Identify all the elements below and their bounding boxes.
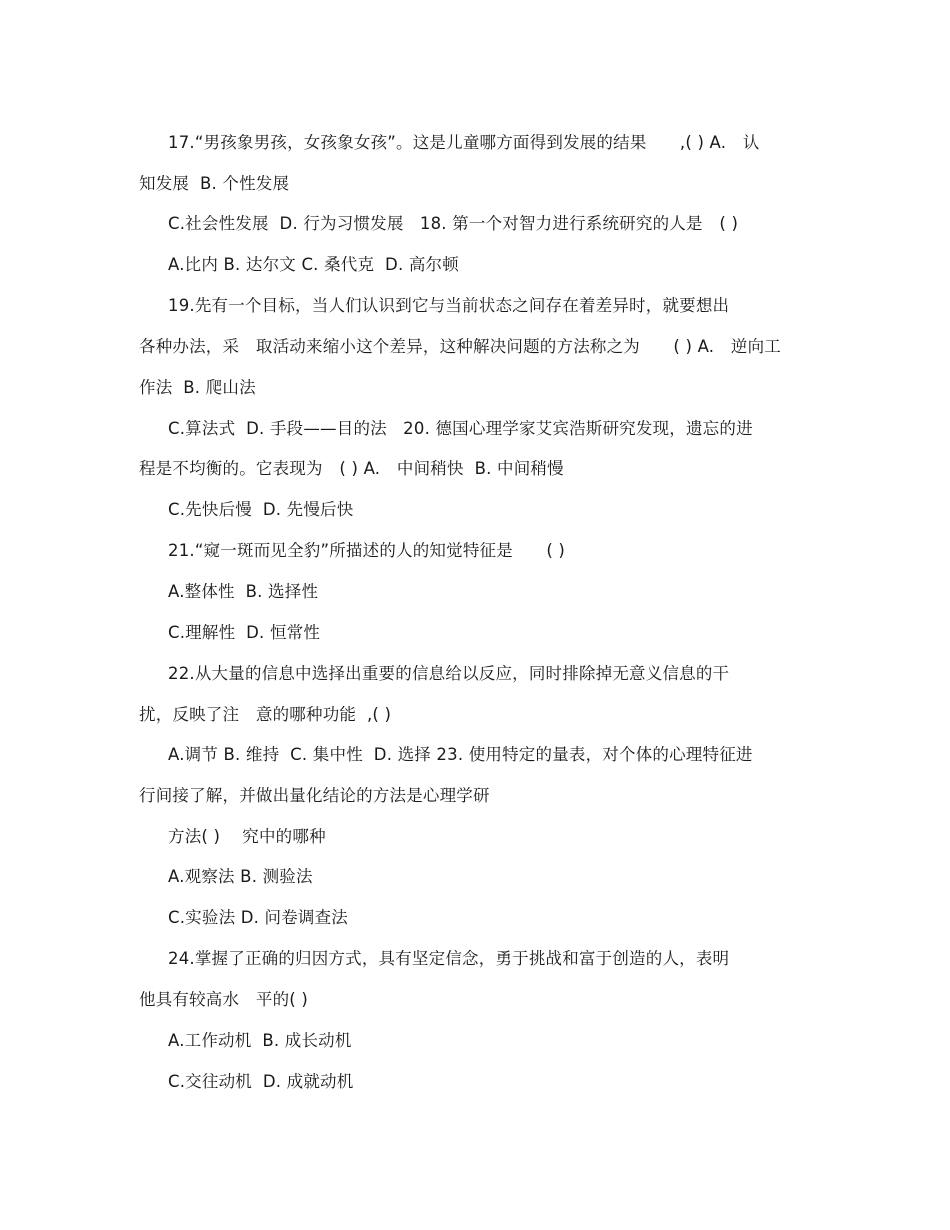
q21-options-ab: A.整体性 B. 选择性	[168, 582, 319, 601]
q19-option-b: 作法 B. 爬山法	[139, 378, 256, 397]
q23-stem-line2: 行间接了解，并做出量化结论的方法是心理学研	[139, 786, 490, 805]
q22-stem-line1: 22.从大量的信息中选择出重要的信息给以反应，同时排除掉无意义信息的干	[168, 664, 730, 683]
q23-options-ab: A.观察法 B. 测验法	[168, 867, 313, 886]
q22-options-q23-stem: A.调节 B. 维持 C. 集中性 D. 选择 23. 使用特定的量表，对个体的心理特征进	[168, 745, 753, 764]
q23-options-cd: C.实验法 D. 问卷调查法	[168, 908, 349, 927]
q21-options-cd: C.理解性 D. 恒常性	[168, 623, 321, 642]
q24-options-cd: C.交往动机 D. 成就动机	[168, 1072, 354, 1091]
q17-stem: 17.“男孩象男孩，女孩象女孩”。这是儿童哪方面得到发展的结果 ,( ) A. 认	[168, 133, 760, 152]
q20-options-ab: 程是不均衡的。它表现为 ( ) A. 中间稍快 B. 中间稍慢	[139, 459, 564, 478]
q17-options-ab: 知发展 B. 个性发展	[139, 174, 290, 193]
q20-options-cd: C.先快后慢 D. 先慢后快	[168, 500, 354, 519]
q19-stem-line1: 19.先有一个目标，当人们认识到它与当前状态之间存在着差异时，就要想出	[168, 296, 730, 315]
q24-stem-line1: 24.掌握了正确的归因方式，具有坚定信念，勇于挑战和富于创造的人，表明	[168, 949, 730, 968]
q24-options-ab: A.工作动机 B. 成长动机	[168, 1031, 352, 1050]
q22-stem-line2: 扰，反映了注 意的哪种功能 ,( )	[139, 705, 392, 724]
q19-options-cd-q20-stem: C.算法式 D. 手段——目的法 20. 德国心理学家艾宾浩斯研究发现，遗忘的进	[168, 419, 753, 438]
q19-stem-line2: 各种办法，采 取活动来缩小这个差异，这种解决问题的方法称之为 ( ) A. 逆向工	[139, 337, 782, 356]
q21-stem: 21.“窥一斑而见全豹”所描述的人的知觉特征是 ( )	[168, 541, 566, 560]
q17-options-cd-q18-stem: C.社会性发展 D. 行为习惯发展 18. 第一个对智力进行系统研究的人是 ( )	[168, 214, 739, 233]
q23-stem-line3: 方法( ) 究中的哪种	[168, 827, 326, 846]
q18-options: A.比内 B. 达尔文 C. 桑代克 D. 高尔顿	[168, 255, 459, 274]
q24-stem-line2: 他具有较高水 平的( )	[139, 990, 309, 1009]
